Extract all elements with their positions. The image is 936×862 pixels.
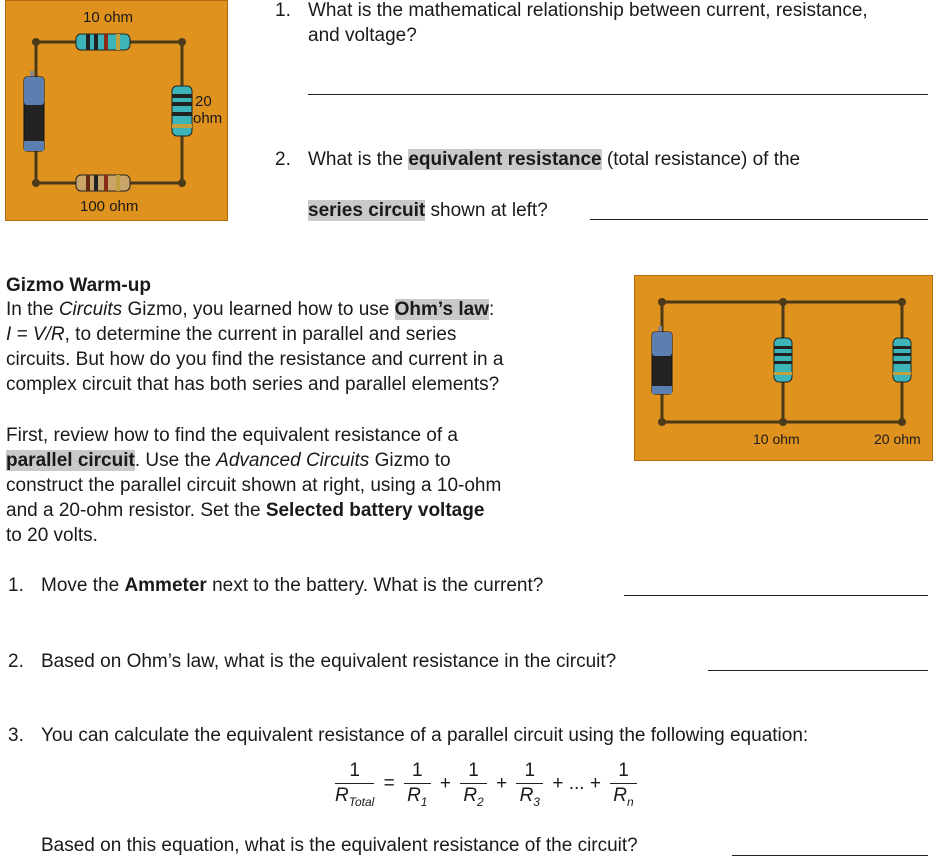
fraction-r2: $\frac{1}{R_2}$: [460, 760, 487, 809]
label-100-ohm: 100 ohm: [80, 198, 139, 215]
top-question-2: [275, 147, 935, 172]
ellipsis-terms: + ... +: [552, 773, 601, 795]
top-question-2-line2-post: shown at left?: [425, 200, 548, 221]
label-10-ohm: 10 ohm: [83, 9, 134, 26]
question-2-text: Based on Ohm’s law, what is the equivalent resistance in the circuit?: [41, 651, 617, 672]
warmup-paragraph-1: In the Circuits Gizmo, you learned how to use Ohm’s law: I = V/R, to determine the current in parallel and series circuits. But how do you find the resistance and current in a complex circuit that has both series and parallel elements?: [6, 299, 504, 395]
label-20-ohm: 20 ohm: [874, 431, 921, 447]
question-1: 1. Move the Ammeter next to the battery. What is the current?: [8, 575, 544, 596]
resistor-right: [172, 86, 192, 136]
resistor-top: [76, 34, 130, 50]
question-3-number: 3.: [8, 725, 24, 746]
plus-sign: +: [496, 773, 508, 795]
circuits-gizmo-name: Circuits: [58, 299, 123, 320]
label-10-ohm: 10 ohm: [753, 431, 800, 447]
series-circuit-figure: [5, 0, 228, 221]
ammeter-term: Ammeter: [124, 575, 207, 596]
question-3: [8, 723, 928, 748]
advanced-circuits-gizmo-name: Advanced Circuits: [216, 450, 370, 471]
top-question-2-number: 2.: [275, 149, 291, 170]
answer-line-1[interactable]: [624, 595, 928, 596]
top-question-1: [275, 0, 915, 46]
warmup-heading: Gizmo Warm-up: [6, 275, 151, 296]
question-2-number: 2.: [8, 651, 24, 672]
plus-sign: +: [439, 773, 451, 795]
top-question-2-line2: [308, 198, 548, 223]
equivalent-resistance-term: equivalent resistance: [408, 149, 602, 170]
question-3-followup: Based on this equation, what is the equivalent resistance of the circuit?: [41, 835, 638, 856]
top-question-2-post: (total resistance) of the: [601, 149, 801, 170]
answer-line-3[interactable]: [732, 855, 928, 856]
fraction-r3: $\frac{1}{R_3}$: [516, 760, 543, 809]
top-question-2-pre: What is the: [308, 149, 409, 170]
top-question-1-number: 1.: [275, 0, 291, 21]
resistor-10-ohm: [774, 338, 792, 382]
warmup-paragraph-2: First, review how to find the equivalent resistance of a parallel circuit. Use the Advanced Circuits Gizmo to construct the parallel circuit shown at right, using a 10-ohm and a 20-ohm resistor. Set the Selected battery voltage to 20 volts.: [6, 425, 502, 546]
question-3-text: You can calculate the equivalent resistance of a parallel circuit using the following equation:: [41, 725, 809, 746]
parallel-circuit-figure: [634, 275, 933, 461]
answer-line-top-1[interactable]: [308, 94, 928, 95]
answer-line-top-2[interactable]: [590, 219, 928, 220]
resistor-20-ohm: [893, 338, 911, 382]
parallel-resistance-equation: [333, 760, 639, 809]
series-circuit-term: series circuit: [308, 200, 426, 221]
battery: [24, 71, 44, 151]
fraction-total: $\frac{1}{R_{Total}}$: [335, 760, 375, 809]
label-20-ohm-line1: 20: [195, 93, 212, 110]
top-question-1-text: What is the mathematical relationship between current, resistance, and voltage?: [308, 0, 868, 46]
selected-battery-voltage-term: Selected battery voltage: [265, 500, 485, 521]
label-20-ohm-line2: ohm: [193, 110, 223, 127]
question-1-number: 1.: [8, 575, 24, 596]
fraction-rn: $\frac{1}{R_n}$: [610, 760, 637, 809]
equals-sign: =: [383, 773, 395, 795]
battery: [652, 326, 672, 394]
ohms-law-term: Ohm’s law: [394, 299, 489, 320]
fraction-r1: $\frac{1}{R_1}$: [404, 760, 431, 809]
answer-line-2[interactable]: [708, 670, 928, 671]
resistor-bottom: [76, 175, 130, 191]
ohms-law-formula: I = V/R: [6, 324, 65, 345]
parallel-circuit-term: parallel circuit: [6, 450, 135, 471]
